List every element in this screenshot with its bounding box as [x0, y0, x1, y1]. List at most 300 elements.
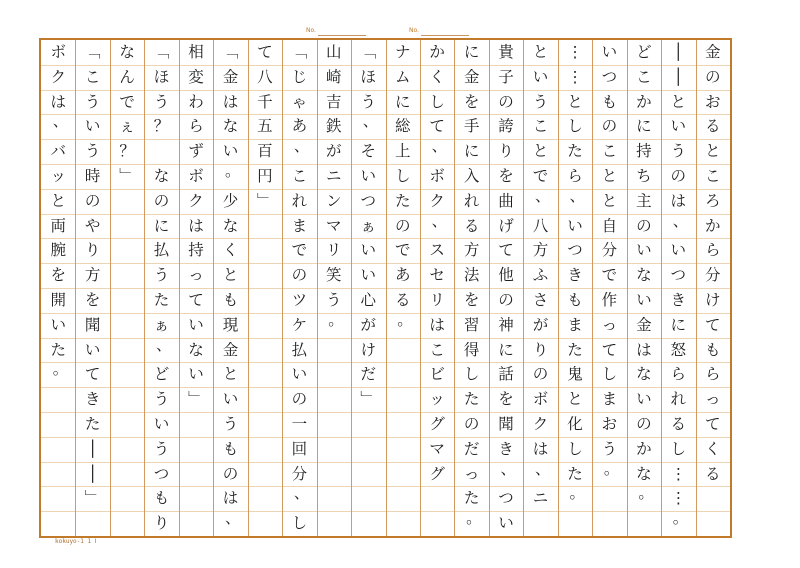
- character-cell: と: [50, 191, 66, 210]
- character-cell: の: [84, 191, 101, 210]
- character-cell: げ: [498, 216, 514, 235]
- number-line-right: [421, 35, 469, 36]
- character-cell: の: [463, 414, 480, 433]
- character-cell: こ: [429, 340, 445, 359]
- character-cell: い: [360, 266, 377, 285]
- character-cell: 時: [84, 166, 101, 185]
- character-cell: し: [291, 514, 308, 533]
- character-cell: ク: [50, 67, 66, 86]
- character-cell: い: [636, 241, 652, 260]
- character-cell: る: [705, 464, 721, 483]
- character-cell: て: [188, 290, 204, 309]
- character-cell: 相: [188, 43, 204, 61]
- character-cell: わ: [188, 92, 204, 111]
- character-cell: た: [567, 340, 583, 359]
- character-cell: き: [498, 439, 514, 458]
- character-cell: ﹂: [360, 390, 377, 409]
- character-cell: [151, 139, 173, 164]
- character-cell: そ: [360, 142, 377, 161]
- character-cell: 、: [431, 137, 448, 156]
- character-cell: ん: [119, 67, 135, 86]
- character-cell: る: [670, 414, 687, 433]
- character-cell: ぁ: [360, 216, 377, 235]
- character-cell: で: [394, 241, 411, 260]
- character-cell: 千: [257, 92, 273, 111]
- character-cell: 開: [50, 290, 66, 309]
- character-cell: じ: [291, 67, 308, 86]
- character-cell: ？: [119, 142, 135, 161]
- character-cell: グ: [429, 464, 445, 483]
- character-cell: ﹁: [222, 43, 239, 61]
- character-cell: つ: [498, 489, 514, 508]
- character-cell: を: [498, 166, 514, 185]
- character-cell: 、: [362, 112, 379, 131]
- character-cell: は: [429, 315, 445, 334]
- character-cell: 金: [222, 67, 239, 86]
- character-cell: 持: [636, 142, 652, 161]
- character-cell: ク: [429, 191, 445, 210]
- character-cell: ニ: [532, 489, 549, 508]
- character-cell: だ: [463, 439, 480, 458]
- character-cell: の: [705, 67, 721, 86]
- character-cell: は: [188, 216, 204, 235]
- character-cell: 金: [222, 340, 239, 359]
- character-cell: い: [84, 117, 101, 136]
- character-cell: れ: [463, 191, 480, 210]
- character-cell: お: [705, 92, 721, 111]
- character-cell: 自: [601, 216, 618, 235]
- character-cell: る: [463, 216, 480, 235]
- character-cell: が: [326, 142, 342, 161]
- character-cell: け: [705, 290, 721, 309]
- character-cell: こ: [532, 117, 549, 136]
- character-cell: ム: [394, 67, 411, 86]
- character-cell: ﹂: [188, 390, 204, 409]
- character-cell: 払: [291, 340, 308, 359]
- character-cell: ら: [188, 117, 204, 136]
- manuscript-column: [386, 40, 420, 536]
- number-line-left: [318, 35, 366, 36]
- character-cell: 金: [705, 43, 721, 61]
- character-cell: の: [532, 365, 549, 384]
- character-cell: リ: [326, 241, 342, 260]
- character-cell: ッ: [429, 390, 445, 409]
- character-cell: 。: [603, 459, 620, 478]
- character-cell: う: [222, 414, 239, 433]
- character-cell: バ: [50, 142, 66, 161]
- character-cell: も: [705, 340, 721, 359]
- character-cell: を: [84, 290, 101, 309]
- character-cell: を: [498, 390, 514, 409]
- character-cell: っ: [601, 315, 618, 334]
- character-cell: の: [670, 166, 687, 185]
- character-cell: 、: [672, 211, 689, 230]
- character-cell: 回: [291, 439, 308, 458]
- character-cell: 、: [52, 112, 69, 131]
- character-cell: っ: [705, 390, 721, 409]
- character-cell: い: [50, 315, 66, 334]
- manuscript-column: [213, 40, 247, 536]
- character-cell: ふ: [532, 266, 549, 285]
- character-cell: は: [50, 92, 66, 111]
- character-cell: 、: [535, 459, 551, 478]
- character-cell: 百: [257, 142, 273, 161]
- character-cell: リ: [429, 290, 445, 309]
- character-cell: ち: [636, 166, 652, 185]
- character-cell: た: [50, 340, 66, 359]
- character-cell: 怒: [670, 340, 687, 359]
- character-cell: 。: [672, 509, 689, 528]
- character-cell: あ: [394, 266, 411, 285]
- character-cell: の: [601, 117, 618, 136]
- character-cell: │: [673, 67, 683, 86]
- character-cell: 笑: [326, 266, 342, 285]
- character-cell: り: [532, 340, 549, 359]
- character-cell: い: [498, 514, 514, 533]
- character-cell: を: [50, 266, 66, 285]
- character-cell: つ: [153, 464, 170, 483]
- character-cell: ま: [291, 216, 308, 235]
- character-cell: し: [567, 439, 583, 458]
- character-cell: 。: [224, 161, 241, 180]
- character-cell: し: [429, 92, 445, 111]
- character-cell: ﹁: [360, 43, 377, 61]
- character-cell: と: [567, 92, 583, 111]
- character-cell: と: [567, 390, 583, 409]
- character-cell: け: [360, 340, 377, 359]
- character-cell: ⋮: [670, 464, 687, 483]
- character-cell: ツ: [291, 290, 308, 309]
- character-cell: た: [84, 414, 101, 433]
- character-cell: し: [601, 365, 618, 384]
- character-cell: い: [532, 67, 549, 86]
- character-cell: に: [670, 315, 687, 334]
- character-cell: い: [84, 340, 101, 359]
- character-cell: の: [291, 266, 308, 285]
- character-cell: セ: [429, 266, 445, 285]
- character-cell: マ: [326, 216, 342, 235]
- character-cell: ⋮: [567, 67, 583, 86]
- character-cell: た: [567, 142, 583, 161]
- character-cell: ？: [153, 117, 170, 136]
- manuscript-column: [558, 40, 592, 536]
- character-cell: 変: [188, 67, 204, 86]
- character-cell: 方: [84, 266, 101, 285]
- character-cell: 神: [498, 315, 514, 334]
- character-cell: を: [463, 290, 480, 309]
- character-cell: も: [153, 489, 170, 508]
- character-cell: う: [153, 390, 170, 409]
- character-cell: た: [463, 489, 480, 508]
- character-cell: 総: [394, 117, 411, 136]
- character-cell: い: [291, 365, 308, 384]
- character-cell: な: [636, 464, 652, 483]
- character-cell: 得: [463, 340, 480, 359]
- character-cell: も: [222, 439, 239, 458]
- character-cell: ゃ: [291, 92, 308, 111]
- character-cell: と: [705, 142, 721, 161]
- character-cell: な: [222, 117, 239, 136]
- character-cell: と: [532, 43, 549, 61]
- character-cell: か: [636, 92, 652, 111]
- character-cell: ず: [188, 142, 204, 161]
- character-cell: つ: [567, 241, 583, 260]
- character-cell: 。: [328, 310, 344, 329]
- character-cell: 少: [222, 191, 239, 210]
- character-cell: ッ: [50, 166, 66, 185]
- character-cell: │: [87, 464, 98, 483]
- character-cell: こ: [636, 67, 652, 86]
- manuscript-column: [317, 40, 351, 536]
- character-cell: う: [153, 92, 170, 111]
- manuscript-column: [248, 40, 282, 536]
- character-cell: が: [532, 315, 549, 334]
- character-cell: 誇: [498, 117, 514, 136]
- character-cell: し: [463, 365, 480, 384]
- character-cell: と: [222, 365, 239, 384]
- character-cell: で: [291, 241, 308, 260]
- character-cell: 貴: [498, 43, 514, 61]
- character-cell: と: [601, 191, 618, 210]
- character-cell: つ: [601, 67, 618, 86]
- character-cell: う: [153, 266, 170, 285]
- character-cell: ら: [567, 166, 583, 185]
- character-cell: う: [84, 142, 101, 161]
- character-cell: ナ: [394, 43, 411, 61]
- character-cell: 、: [535, 186, 551, 205]
- character-cell: こ: [601, 142, 618, 161]
- character-cell: と: [670, 92, 687, 111]
- character-cell: れ: [670, 390, 687, 409]
- character-cell: ン: [326, 191, 342, 210]
- character-cell: し: [567, 117, 583, 136]
- character-cell: い: [222, 390, 239, 409]
- number-label-left: No.: [306, 27, 316, 34]
- manuscript-column: [41, 40, 75, 536]
- character-cell: ろ: [705, 191, 721, 210]
- character-cell: の: [222, 464, 239, 483]
- manuscript-column: [75, 40, 109, 536]
- character-cell: 方: [532, 241, 549, 260]
- character-cell: 、: [500, 459, 517, 478]
- character-cell: で: [601, 266, 618, 285]
- character-cell: ど: [153, 365, 170, 384]
- character-cell: 主: [636, 191, 652, 210]
- character-cell: あ: [291, 117, 308, 136]
- character-cell: と: [222, 266, 239, 285]
- character-cell: 曲: [498, 191, 514, 210]
- character-cell: は: [636, 340, 652, 359]
- character-cell: い: [188, 315, 204, 334]
- character-cell: 崎: [326, 67, 342, 86]
- manuscript-column: [489, 40, 523, 536]
- character-cell: う: [360, 92, 377, 111]
- character-cell: る: [394, 290, 411, 309]
- character-cell: 。: [52, 360, 69, 379]
- character-cell: 、: [156, 335, 172, 354]
- character-cell: ボ: [50, 43, 66, 61]
- character-cell: 。: [397, 310, 413, 329]
- character-cell: て: [601, 340, 618, 359]
- character-cell: ま: [567, 315, 583, 334]
- character-cell: 。: [466, 509, 482, 528]
- manuscript-column: [351, 40, 385, 536]
- footer-code: kokuyo-1 1 Ⅰ: [55, 538, 97, 545]
- character-cell: て: [498, 241, 514, 260]
- manuscript-column: [661, 40, 695, 536]
- character-cell: は: [222, 92, 239, 111]
- character-cell: 、: [224, 509, 241, 528]
- character-cell: て: [705, 414, 721, 433]
- character-cell: う: [601, 439, 618, 458]
- character-cell: だ: [360, 365, 377, 384]
- character-cell: 話: [498, 365, 514, 384]
- manuscript-column: [627, 40, 661, 536]
- character-cell: 持: [188, 241, 204, 260]
- character-cell: で: [532, 166, 549, 185]
- character-cell: き: [670, 290, 687, 309]
- character-cell: い: [360, 241, 377, 260]
- character-cell: に: [463, 142, 480, 161]
- character-cell: 分: [705, 266, 721, 285]
- character-cell: や: [84, 216, 101, 235]
- character-cell: 子: [498, 67, 514, 86]
- character-cell: っ: [188, 266, 204, 285]
- character-cell: い: [670, 241, 687, 260]
- character-cell: ﹁: [153, 43, 170, 61]
- character-cell: の: [636, 414, 652, 433]
- manuscript-column: [282, 40, 316, 536]
- character-cell: い: [222, 142, 239, 161]
- character-cell: つ: [670, 266, 687, 285]
- character-cell: る: [705, 117, 721, 136]
- character-cell: グ: [429, 414, 445, 433]
- character-cell: 分: [291, 464, 308, 483]
- character-cell: 一: [291, 414, 308, 433]
- character-cell: な: [222, 216, 239, 235]
- character-cell: 五: [257, 117, 273, 136]
- character-cell: に: [498, 340, 514, 359]
- character-cell: う: [84, 92, 101, 111]
- character-cell: た: [463, 390, 480, 409]
- character-cell: 作: [601, 290, 618, 309]
- character-cell: 鬼: [567, 365, 583, 384]
- character-cell: も: [567, 290, 583, 309]
- character-cell: い: [636, 290, 652, 309]
- character-cell: 。: [569, 484, 585, 503]
- character-cell: │: [87, 439, 98, 458]
- character-cell: に: [463, 43, 480, 61]
- character-cell: い: [153, 414, 170, 433]
- character-cell: う: [670, 142, 687, 161]
- character-cell: 習: [463, 315, 480, 334]
- character-cell: り: [84, 241, 101, 260]
- character-cell: く: [705, 439, 721, 458]
- manuscript-column: [420, 40, 454, 536]
- character-cell: い: [670, 117, 687, 136]
- character-cell: き: [567, 266, 583, 285]
- character-cell: こ: [291, 166, 308, 185]
- character-cell: 他: [498, 266, 514, 285]
- character-cell: い: [360, 166, 377, 185]
- character-cell: た: [567, 464, 583, 483]
- character-cell: な: [636, 266, 652, 285]
- character-cell: つ: [360, 191, 377, 210]
- manuscript-column: [144, 40, 178, 536]
- character-cell: う: [326, 290, 342, 309]
- character-cell: こ: [705, 166, 721, 185]
- character-cell: 聞: [498, 414, 514, 433]
- character-cell: ら: [670, 365, 687, 384]
- character-cell: て: [84, 365, 101, 384]
- character-cell: 鉄: [326, 117, 342, 136]
- character-cell: ケ: [291, 315, 308, 334]
- character-cell: し: [394, 166, 411, 185]
- character-cell: な: [119, 43, 135, 61]
- character-cell: ⋮: [670, 489, 687, 508]
- number-label-right: No.: [409, 27, 419, 34]
- manuscript-grid: [39, 38, 732, 538]
- character-cell: い: [601, 43, 618, 61]
- character-cell: ボ: [188, 166, 204, 185]
- character-cell: マ: [429, 439, 445, 458]
- character-cell: 円: [257, 166, 273, 185]
- character-cell: ﹁: [84, 43, 101, 61]
- character-cell: 現: [222, 315, 239, 334]
- character-cell: ボ: [532, 390, 549, 409]
- character-cell: は: [222, 489, 239, 508]
- character-cell: か: [705, 216, 721, 235]
- character-cell: と: [532, 142, 549, 161]
- character-cell: な: [188, 340, 204, 359]
- character-cell: の: [291, 390, 308, 409]
- character-cell: に: [153, 216, 170, 235]
- character-cell: │: [673, 43, 683, 61]
- character-cell: て: [429, 117, 445, 136]
- character-cell: な: [153, 166, 170, 185]
- character-cell: ほ: [153, 67, 170, 86]
- character-cell: ほ: [360, 67, 377, 86]
- manuscript-column: [523, 40, 557, 536]
- manuscript-column: [110, 40, 144, 536]
- character-cell: は: [670, 191, 687, 210]
- character-cell: く: [429, 67, 445, 86]
- character-cell: と: [601, 166, 618, 185]
- character-cell: に: [394, 92, 411, 111]
- character-cell: 方: [463, 241, 480, 260]
- character-cell: の: [636, 216, 652, 235]
- character-cell: れ: [291, 191, 308, 210]
- character-cell: ⋮: [567, 43, 583, 61]
- character-cell: 吉: [326, 92, 342, 111]
- character-cell: の: [153, 191, 170, 210]
- character-cell: ニ: [326, 166, 342, 185]
- character-cell: ど: [636, 43, 652, 61]
- character-cell: ら: [705, 365, 721, 384]
- character-cell: り: [153, 514, 170, 533]
- character-cell: ﹂: [119, 166, 135, 185]
- character-cell: が: [360, 315, 377, 334]
- character-cell: は: [532, 439, 549, 458]
- character-cell: の: [498, 290, 514, 309]
- manuscript-column: [696, 40, 730, 536]
- character-cell: 、: [293, 484, 310, 503]
- character-cell: 金: [636, 315, 652, 334]
- character-cell: 上: [394, 142, 411, 161]
- character-cell: う: [153, 439, 170, 458]
- character-cell: ま: [601, 390, 618, 409]
- character-cell: 腕: [50, 241, 66, 260]
